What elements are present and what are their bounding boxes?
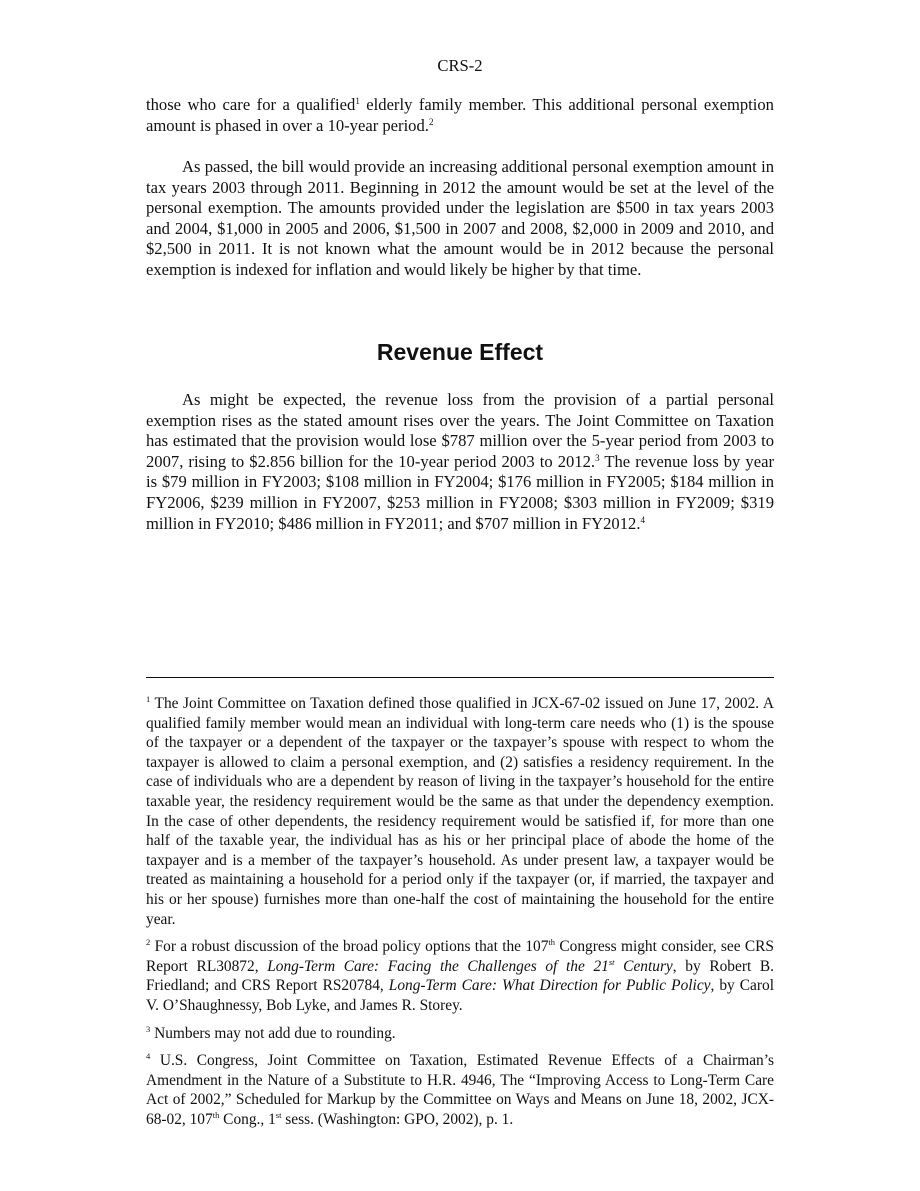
footnote-3-number: 3 bbox=[146, 1023, 151, 1034]
footnote-2-title-2: Long-Term Care: What Direction for Public Policy bbox=[388, 977, 711, 995]
footnote-divider bbox=[146, 677, 774, 678]
footnote-4-text-a: U.S. Congress, Joint Committee on Taxation, Estimated Revenue Effects of a Chairman’s Amendment in the Nature of a Substitute to H.R. 4946, The “Improving Access to Long-Term Care Act of 2002,” Scheduled for Markup by the Committee on Ways and Means on June 18, 2002, JCX-68-02, 107 bbox=[146, 1052, 774, 1128]
body-paragraph-2: As passed, the bill would provide an increasing additional personal exemption amount in tax years 2003 through 2011. Beginning in 2012 the amount would be set at the level of the personal exemption. The amounts provided under the legislation are $500 in tax years 2003 and 2004, $1,000 in 2005 and 2006, $1,500 in 2007 and 2008, $2,000 in 2009 and 2010, and $2,500 in 2011. It is not known what the amount would be in 2012 because the personal exemption is indexed for inflation and would likely be higher by that time. bbox=[146, 157, 774, 279]
footnote-2-title-1 bbox=[267, 958, 673, 975]
footnote-2-ordinal: th bbox=[548, 937, 556, 948]
footnote-4-number: 4 bbox=[146, 1051, 151, 1062]
footnote-1 bbox=[146, 694, 774, 929]
footnote-2-text-d: , by Carol V. O’Shaughnessy, Bob Lyke, and James R. Storey. bbox=[146, 977, 774, 1014]
section-heading: Revenue Effect bbox=[376, 339, 544, 365]
footnote-2-title-1-ordinal: st bbox=[608, 956, 615, 967]
footnote-4-text-c: sess. (Washington: GPO, 2002), p. 1. bbox=[281, 1110, 514, 1128]
page-header: CRS-2 bbox=[437, 56, 483, 75]
footnote-4 bbox=[146, 1051, 774, 1129]
footnotes bbox=[146, 694, 774, 1137]
p3-text-b: The revenue loss by year is $79 million in FY2003; $108 million in FY2004; $176 million in FY2005; $184 million in FY2006, $239 million in FY2007, $253 million in FY2008; $303 million in FY2009; $319 million in FY2010; $486 million in FY2011; and $707 million in FY2012. bbox=[146, 451, 774, 533]
footnote-ref-4[interactable]: 4 bbox=[640, 514, 645, 525]
p3-text-a: As might be expected, the revenue loss from the provision of a partial personal exemption rises as the stated amount rises over the years. The Joint Committee on Taxation has estimated that the provision would lose $787 million over the 5-year period from 2003 to 2007, rising to $2.856 billion for the 10-year period 2003 to 2012. bbox=[146, 390, 774, 471]
footnote-2-text-c: , by Robert B. Friedland; and CRS Report RS20784, bbox=[146, 957, 774, 995]
footnote-1-number: 1 bbox=[146, 694, 151, 704]
footnote-2-title-1-end: Century bbox=[614, 957, 673, 975]
footnote-2 bbox=[146, 937, 774, 1015]
body-paragraph-3 bbox=[146, 390, 774, 534]
footnote-ref-3[interactable]: 3 bbox=[595, 452, 600, 463]
footnote-3-text: Numbers may not add due to rounding. bbox=[150, 1024, 396, 1042]
footnote-2-text-b: Congress might consider, see CRS Report RL30872, bbox=[146, 938, 774, 975]
footnote-2-title-1-text: Long-Term Care: Facing the Challenges of the 21 bbox=[267, 957, 609, 975]
footnote-1-text: The Joint Committee on Taxation defined those qualified in JCX-67-02 issued on June 17, 2002. A qualified family member would mean an individual with long-term care needs who (1) is the spouse of the taxpayer or a dependent of the taxpayer or the taxpayer’s spouse with respect to whom the taxpayer is allowed to claim a personal exemption, and (2) satisfies a residency requirement. In the case of individuals who are a dependent by reason of living in the taxpayer’s household for the entire taxable year, the residency requirement would be the same as that under the dependency exemption. In the case of other dependents, the residency requirement would be satisfied if, for more than one half of the taxable year, the individual has as his or her principal place of abode the home of the taxpayer and is a member of the taxpayer’s household. As under present law, a taxpayer would be treated as maintaining a household for a period only if the taxpayer (or, if married, the taxpayer and his or her spouse) furnishes more than one-half the cost of maintaining the household for the entire year. bbox=[146, 695, 774, 928]
footnote-4-ordinal-th: th bbox=[212, 1109, 220, 1120]
footnote-4-text-b: Cong., 1 bbox=[219, 1110, 276, 1128]
p1-text-b: elderly family member. This additional personal exemption amount is phased in over a 10-year period. bbox=[146, 95, 774, 135]
footnote-2-number: 2 bbox=[146, 937, 151, 948]
body-paragraph-1 bbox=[146, 95, 774, 136]
footnote-ref-2[interactable]: 2 bbox=[428, 116, 434, 127]
footnote-2-text-a: For a robust discussion of the broad policy options that the 107 bbox=[150, 938, 549, 956]
footnote-4-ordinal-st: st bbox=[275, 1109, 282, 1120]
footnote-ref-1[interactable]: 1 bbox=[355, 96, 360, 106]
p1-text-a: those who care for a qualified bbox=[146, 95, 356, 114]
footnote-3 bbox=[146, 1024, 774, 1044]
